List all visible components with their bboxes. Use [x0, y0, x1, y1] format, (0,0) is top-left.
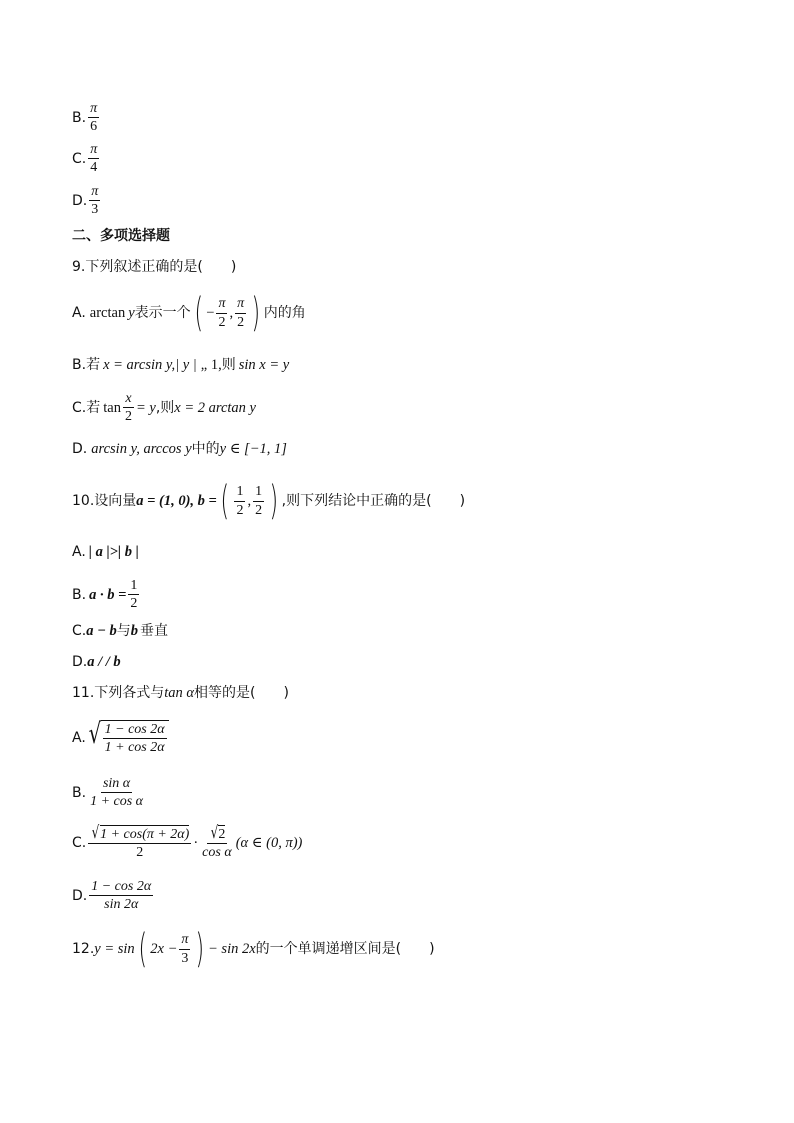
text: 相等的是( ): [194, 685, 289, 702]
math-expr: a − b: [86, 623, 117, 639]
option-label: D.: [72, 441, 88, 458]
q10-option-c: [72, 624, 168, 639]
minus: −: [206, 304, 215, 321]
section-title: 二、多项选择题: [72, 228, 170, 244]
math-expr: a / / b: [87, 654, 121, 670]
text: 中的: [191, 441, 220, 458]
q9-option-a: [72, 290, 306, 336]
fraction: $\frac{x}{2}$: [124, 391, 132, 425]
option-label: A.: [72, 305, 86, 321]
q10-option-d: [72, 655, 121, 670]
text: 内的角: [263, 305, 306, 321]
math-expr: x = arcsin y,| y |: [103, 357, 197, 373]
left-paren: (: [138, 926, 147, 972]
fraction: $\frac{1 - \cos 2\alpha}{1 + \cos 2\alpha}$: [104, 722, 165, 756]
math-var: b: [130, 623, 139, 639]
text: 垂直: [140, 623, 169, 640]
math-expr: (α ∈ (0, π)): [235, 834, 303, 851]
option-label: C.: [72, 834, 87, 851]
right-paren: ): [269, 478, 279, 524]
text: 12.: [72, 941, 95, 957]
option-label: C.: [72, 623, 87, 640]
fraction: $\frac{\pi}{3}$: [181, 932, 189, 966]
option-label: A.: [72, 544, 86, 561]
math-text: tan: [103, 399, 121, 416]
comma: ,: [229, 304, 234, 321]
text: 若: [86, 399, 101, 416]
radical-sign: √: [91, 823, 100, 843]
text: 的一个单调递增区间是( ): [255, 941, 435, 957]
comma: ,: [247, 492, 252, 509]
q9-option-d: [72, 442, 287, 457]
fraction: $\frac{\pi}{4}$: [90, 142, 98, 176]
option-c: [72, 142, 101, 176]
q11-option-b: [72, 776, 147, 810]
math-expr: a = (1, 0), b =: [136, 492, 217, 509]
left-paren: (: [194, 290, 203, 336]
q11-option-a: [72, 717, 169, 756]
question-9-stem: 9.下列叙述正确的是( ): [72, 259, 237, 275]
option-label: D.: [72, 887, 88, 904]
question-10-stem: [72, 478, 466, 524]
text: 与: [116, 623, 131, 640]
option-label: B.: [72, 357, 87, 374]
fraction: $\frac{1}{2}$: [255, 484, 263, 518]
fraction: √ 2 cos α: [202, 823, 232, 861]
right-paren: ): [251, 290, 261, 336]
question-11-stem: [72, 686, 289, 701]
math-expr: y ∈ [−1, 1]: [219, 441, 287, 457]
fraction: $\frac{\text{sin α}}{\text{1 + cos α}}$: [90, 776, 144, 810]
math-expr: a · b =: [89, 586, 127, 603]
radical-sign: √: [210, 823, 218, 843]
fraction: $\frac{\pi}{3}$: [91, 184, 99, 218]
q11-option-c: [72, 825, 302, 861]
q10-option-a: [72, 545, 139, 560]
option-label: D.: [72, 192, 88, 209]
q9-option-c: [72, 391, 256, 425]
math-expr: tan α: [164, 685, 195, 701]
fraction: $\frac{1}{2}$: [236, 484, 244, 518]
math-expr: | a |>| b |: [88, 544, 139, 560]
sqrt: √ 1 + cos(π + 2α): [91, 823, 190, 843]
math-text: arctan: [89, 304, 126, 321]
text: 10.设向量: [72, 493, 137, 509]
text: 11.下列各式与: [72, 685, 165, 702]
option-label: D.: [72, 654, 88, 671]
fraction: $\frac{\pi}{2}$: [237, 296, 245, 330]
option-label: C.: [72, 150, 87, 167]
math-expr: x = 2 arctan y: [174, 399, 256, 416]
option-label: C.: [72, 399, 87, 416]
radical-sign: √: [88, 717, 101, 750]
sqrt: [86, 717, 169, 756]
math-expr: y = sin: [94, 940, 135, 957]
fraction: $\frac{\pi}{6}$: [90, 101, 98, 135]
option-b: [72, 101, 101, 135]
question-12-stem: [72, 926, 435, 972]
left-paren: (: [220, 478, 229, 524]
sqrt: √ 2: [210, 823, 226, 843]
text: 表示一个: [134, 305, 191, 321]
dot: ·: [193, 834, 199, 851]
q10-option-b: [72, 578, 141, 612]
math-expr: sin x = y: [238, 357, 290, 373]
text: 则: [221, 357, 236, 374]
text: ,则: [155, 399, 175, 416]
math-expr: arcsin y, arccos y: [91, 441, 192, 457]
option-label: B.: [72, 784, 87, 801]
math-expr: = y: [135, 399, 156, 416]
math-var: y: [128, 304, 135, 321]
math-expr: 2x −: [150, 940, 178, 957]
right-paren: ): [195, 926, 205, 972]
option-label: A.: [72, 729, 86, 746]
fraction: √ 1 + cos(π + 2α) 2: [88, 825, 191, 861]
fraction: $\frac{1}{2}$: [130, 578, 138, 612]
math-expr: − sin 2x: [208, 940, 256, 957]
q11-option-d: [72, 879, 155, 913]
q9-option-b: [72, 358, 289, 373]
math-expr: „ 1,: [200, 357, 222, 373]
option-label: B.: [72, 109, 87, 126]
text: ,则下列结论中正确的是( ): [281, 493, 466, 509]
text: 若: [86, 357, 101, 374]
fraction: $\frac{\pi}{2}$: [218, 296, 226, 330]
option-label: B.: [72, 586, 87, 603]
option-d: [72, 184, 102, 218]
fraction: $\frac{1 - \cos 2\alpha}{\sin 2\alpha}$: [91, 879, 152, 913]
